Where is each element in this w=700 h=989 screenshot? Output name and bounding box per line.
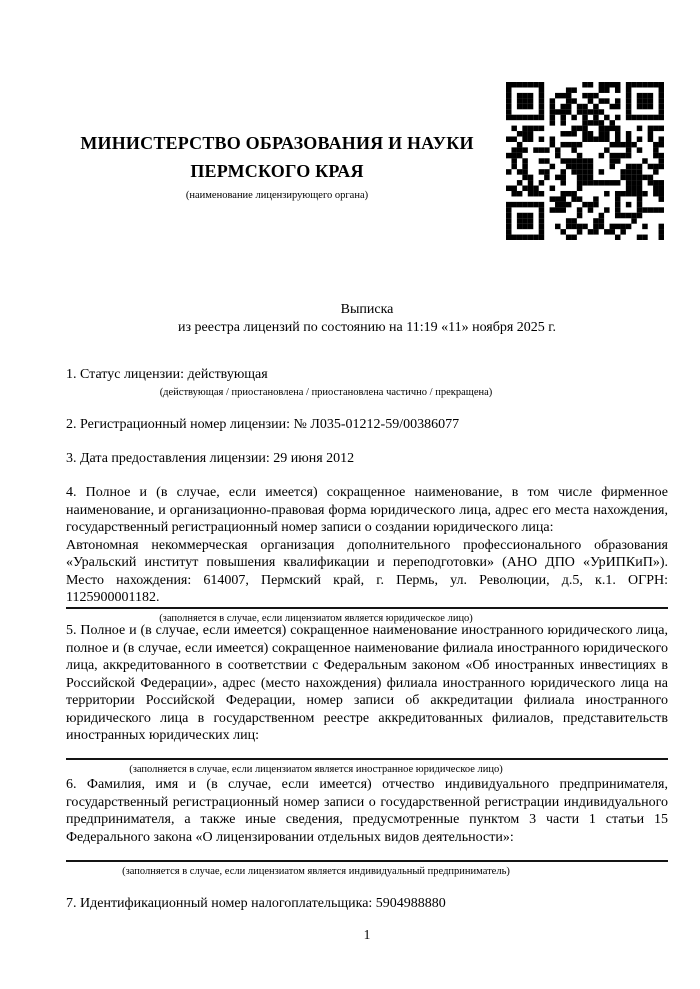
item-6-caption: (заполняется в случае, если лицензиатом является индивидуальный предприниматель): [122, 866, 510, 877]
item-6-label: 6. Фамилия, имя и (в случае, если имеется) отчество индивидуального предпринимателя, государственный регистрационный номер записи о государственной регистрации индивидуального предпринимателя, а также иные сведения, предусмотренные пунктом 3 части 1 статьи 15 Федерального закона «О лицензировании отдельных видов деятельности»:: [66, 777, 668, 845]
item-6-blank-value: [66, 846, 668, 860]
item-5-fill-line: [66, 758, 668, 760]
item-6-fill-line: [66, 860, 668, 862]
item-7-taxpayer-id: 7. Идентификационный номер налогоплательщика: 5904988880: [66, 896, 446, 911]
item-3-grant-date: 3. Дата предоставления лицензии: 29 июня 2012: [66, 451, 355, 466]
title-line2: из реестра лицензий по состоянию на 11:19 «11» ноября 2025 г.: [178, 320, 556, 335]
item-4-value: Автономная некоммерческая организация дополнительного профессионального образования «Уральский институт повышения квалификации и переподготовки» (АНО ДПО «УрИПКиП»). Место нахождения: 614007, Пермский край, г. Пермь, ул. Революции, д.5, к.1. ОГРН: 1125900001182.: [66, 537, 668, 605]
item-4-caption: (заполняется в случае, если лицензиатом является юридическое лицо): [159, 612, 473, 624]
ministry-name-line2: ПЕРМСКОГО КРАЯ: [190, 161, 364, 181]
item-4-fill-line: [66, 607, 668, 609]
licensing-authority-header: [64, 129, 490, 202]
item-5-blank-value: [66, 745, 668, 758]
title-line1: Выписка: [340, 302, 394, 317]
item-5-caption: (заполняется в случае, если лицензиатом является иностранное юридическое лицо): [129, 763, 503, 775]
item-5-label: 5. Полное и (в случае, если имеется) сокращенное наименование иностранного юридического лица, полное и (в случае, если имеется) сокращенное наименование филиала иностранного юридического лица, аккредитованного в соответствии с Федеральным законом «Об иностранных инвестициях в Российской Федерации», адрес (место нахождения) филиала иностранного юридического лица на территории Российской Федерации, номер записи об аккредитации филиала иностранного юридического лица в государственном реестре аккредитованных филиалов, представительств иностранных юридических лиц:: [66, 623, 668, 743]
item-4-label: 4. Полное и (в случае, если имеется) сокращенное наименование, в том числе фирменное наименование, и организационно-правовая форма юридического лица, адрес его места нахождения, государственный регистрационный номер записи о создании юридического лица:: [66, 485, 668, 535]
item-1-license-status: 1. Статус лицензии: действующая: [66, 367, 268, 382]
item-1-caption: (действующая / приостановлена / приостановлена частично / прекращена): [159, 387, 493, 398]
ministry-caption: (наименование лицензирующего органа): [185, 190, 369, 201]
item-6-entrepreneur-section: [66, 776, 668, 878]
document-title: [66, 301, 668, 337]
item-5-foreign-entity-section: [66, 622, 668, 776]
qr-code-icon: [506, 82, 664, 240]
item-4-legal-entity-section: [66, 484, 668, 625]
page-number: 1: [363, 927, 371, 942]
ministry-name-line1: МИНИСТЕРСТВО ОБРАЗОВАНИЯ И НАУКИ: [80, 133, 474, 153]
item-2-registration-number: 2. Регистрационный номер лицензии: № Л035-01212-59/00386077: [66, 417, 460, 432]
